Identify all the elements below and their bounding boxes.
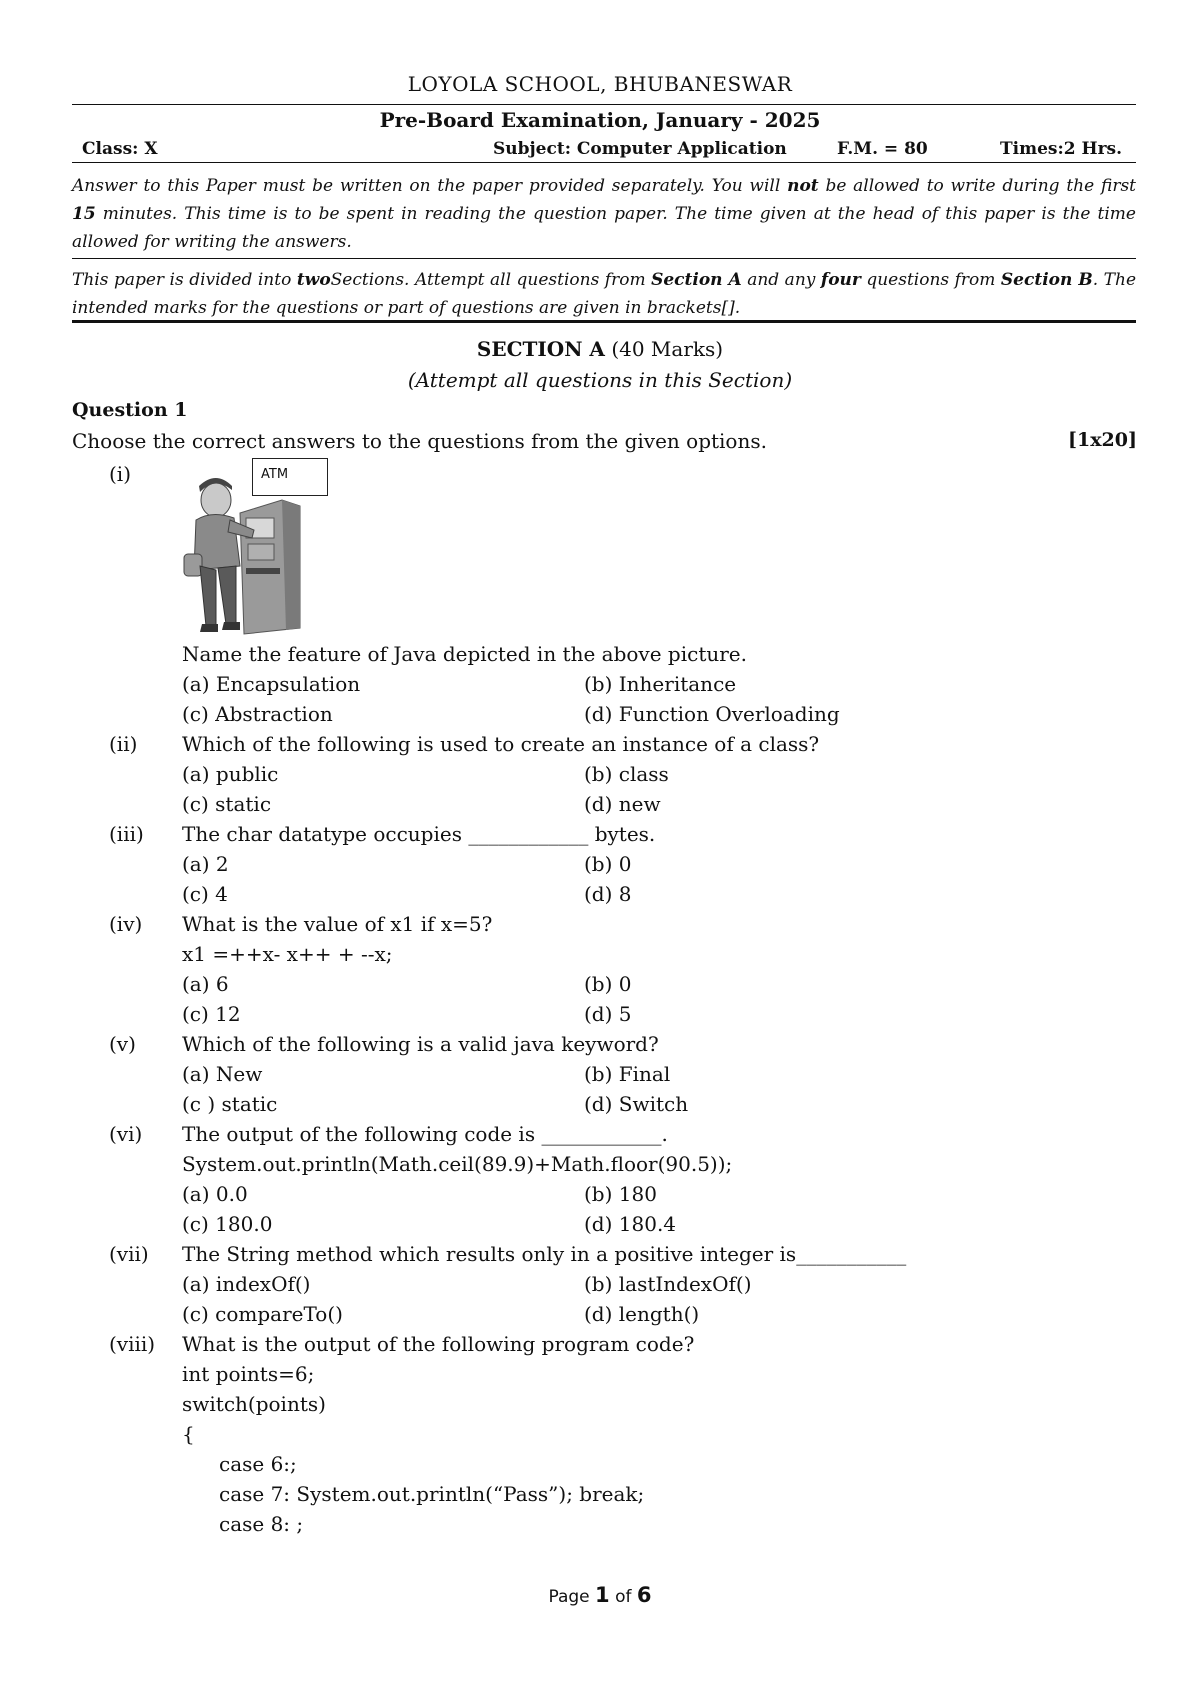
- time-label: Times:2 Hrs.: [1000, 139, 1123, 159]
- option-b: (b) Inheritance: [584, 672, 737, 696]
- code-line: case 8: ;: [219, 1512, 304, 1536]
- question-text: What is the output of the following program code?: [182, 1332, 695, 1356]
- question-instruction: Choose the correct answers to the questions from the given options.: [72, 429, 767, 453]
- atm-label-box: [252, 458, 328, 496]
- code-line: {: [182, 1422, 195, 1446]
- instructions-paragraph-2: This paper is divided into twoSections. Attempt all questions from Section A and any four questions from Section B. The intended marks for the questions or part of questions are given in brackets[].: [72, 270, 1136, 318]
- option-c: (c) Abstraction: [182, 702, 333, 726]
- option-a: (a) 0.0: [182, 1182, 248, 1206]
- option-b: (b) 180: [584, 1182, 657, 1206]
- question-number: (i): [109, 462, 132, 486]
- page-number: Page 1 of 6: [548, 1583, 652, 1607]
- code-line: int points=6;: [182, 1362, 315, 1386]
- class-label: Class: X: [82, 139, 158, 159]
- option-d: (d) length(): [584, 1302, 700, 1326]
- question-text: The String method which results only in a positive integer is___________: [182, 1242, 907, 1266]
- question-number: (ii): [109, 732, 138, 756]
- question-text: What is the value of x1 if x=5?: [182, 912, 493, 936]
- option-a: (a) public: [182, 762, 279, 786]
- question-number: (vii): [109, 1242, 149, 1266]
- question-marks: [1x20]: [1068, 429, 1137, 451]
- question-text: The output of the following code is ____________.: [182, 1122, 668, 1146]
- option-d: (d) 180.4: [584, 1212, 677, 1236]
- option-d: (d) Function Overloading: [584, 702, 840, 726]
- option-c: (c) 12: [182, 1002, 241, 1026]
- code-line: System.out.println(Math.ceil(89.9)+Math.floor(90.5));: [182, 1152, 733, 1176]
- question-text: The char datatype occupies ____________ bytes.: [182, 822, 656, 846]
- info-divider: [72, 162, 1136, 163]
- option-a: (a) New: [182, 1062, 263, 1086]
- option-b: (b) lastIndexOf(): [584, 1272, 752, 1296]
- option-c: (c ) static: [182, 1092, 278, 1116]
- option-a: (a) indexOf(): [182, 1272, 311, 1296]
- question-number: (v): [109, 1032, 136, 1056]
- option-d: (d) 5: [584, 1002, 632, 1026]
- header-divider: [72, 104, 1136, 105]
- instructions-paragraph-1: Answer to this Paper must be written on the paper provided separately. You will not be allowed to write during the first 15 minutes. This time is to be spent in reading the question paper. The time given at the head of this paper is the time allowed for writing the answers.: [72, 176, 1136, 252]
- option-c: (c) compareTo(): [182, 1302, 343, 1326]
- atm-label: ATM: [261, 467, 289, 482]
- option-c: (c) static: [182, 792, 272, 816]
- option-a: (a) 2: [182, 852, 229, 876]
- option-d: (d) 8: [584, 882, 632, 906]
- question-number: (iii): [109, 822, 144, 846]
- code-line: x1 =++x- x++ + --x;: [182, 942, 393, 966]
- option-c: (c) 4: [182, 882, 228, 906]
- exam-title: Pre-Board Examination, January - 2025: [379, 108, 821, 132]
- atm-machine-icon: [240, 500, 300, 634]
- instructions-divider: [72, 258, 1136, 259]
- option-b: (b) 0: [584, 852, 632, 876]
- question-number: (iv): [109, 912, 143, 936]
- question-text: Name the feature of Java depicted in the above picture.: [182, 642, 747, 666]
- code-line: case 7: System.out.println(“Pass”); break;: [219, 1482, 645, 1506]
- full-marks-label: F.M. = 80: [837, 139, 928, 159]
- option-b: (b) Final: [584, 1062, 671, 1086]
- section-divider: [72, 320, 1136, 323]
- option-b: (b) class: [584, 762, 669, 786]
- question-text: Which of the following is a valid java keyword?: [182, 1032, 659, 1056]
- question-number: (viii): [109, 1332, 156, 1356]
- option-c: (c) 180.0: [182, 1212, 273, 1236]
- code-line: case 6:;: [219, 1452, 297, 1476]
- option-b: (b) 0: [584, 972, 632, 996]
- question-number: (vi): [109, 1122, 143, 1146]
- subject-label: Subject: Computer Application: [493, 139, 787, 159]
- option-d: (d) new: [584, 792, 661, 816]
- section-title: SECTION A (40 Marks): [476, 337, 724, 361]
- option-a: (a) 6: [182, 972, 229, 996]
- code-line: switch(points): [182, 1392, 326, 1416]
- option-d: (d) Switch: [584, 1092, 689, 1116]
- question-heading: Question 1: [72, 399, 188, 421]
- option-a: (a) Encapsulation: [182, 672, 361, 696]
- school-name: LOYOLA SCHOOL, BHUBANESWAR: [407, 72, 793, 96]
- question-text: Which of the following is used to create an instance of a class?: [182, 732, 820, 756]
- section-subtitle: (Attempt all questions in this Section): [407, 368, 793, 392]
